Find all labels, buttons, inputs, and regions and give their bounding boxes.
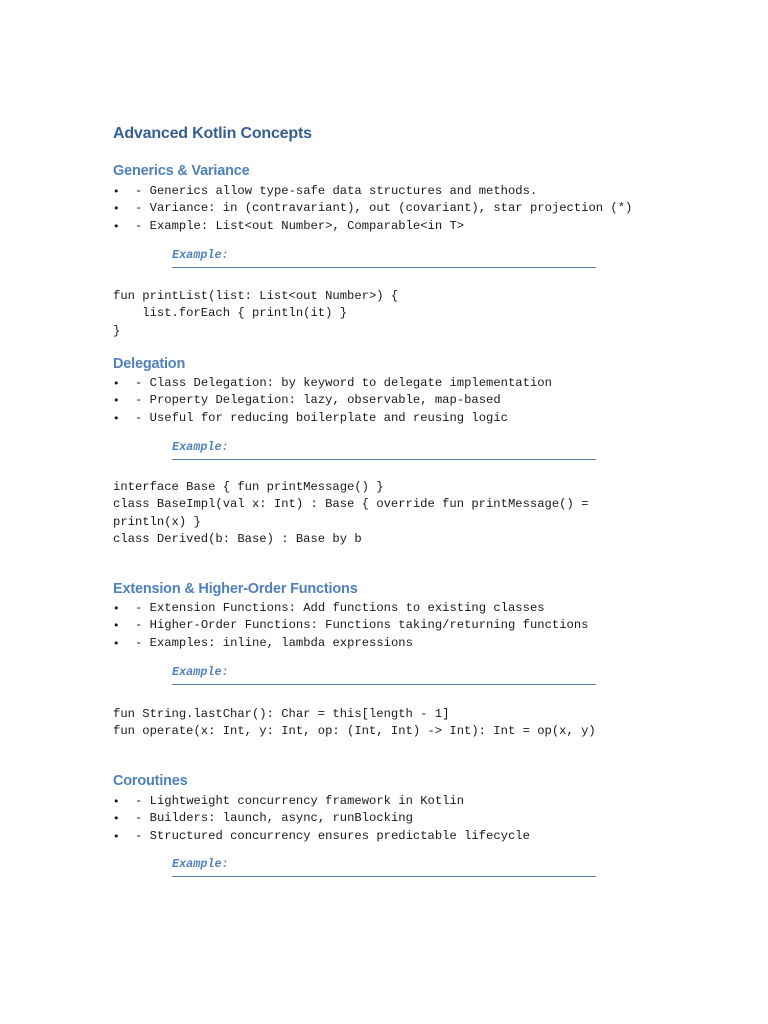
list-item: • - Lightweight concurrency framework in Kotlin bbox=[113, 793, 530, 810]
section-heading-coroutines: Coroutines bbox=[113, 773, 188, 789]
bullet-icon: • bbox=[113, 636, 120, 650]
bullet-list-delegation bbox=[113, 375, 552, 427]
bullet-icon: • bbox=[113, 202, 120, 216]
list-item: • - Extension Functions: Add functions to existing classes bbox=[113, 600, 588, 617]
list-item: • - Example: List<out Number>, Comparable<in T> bbox=[113, 218, 632, 235]
bullet-list-coroutines bbox=[113, 793, 530, 845]
example-label: Example: bbox=[172, 665, 229, 679]
example-label: Example: bbox=[172, 248, 229, 262]
example-label: Example: bbox=[172, 440, 229, 454]
example-header-extension bbox=[172, 665, 596, 685]
list-item: • - Class Delegation: by keyword to delegate implementation bbox=[113, 375, 552, 392]
example-header-coroutines bbox=[172, 857, 596, 877]
list-item: • - Structured concurrency ensures predictable lifecycle bbox=[113, 828, 530, 845]
bullet-list-generics bbox=[113, 183, 632, 235]
example-header-generics bbox=[172, 248, 596, 268]
example-label: Example: bbox=[172, 857, 229, 871]
bullet-icon: • bbox=[113, 812, 120, 826]
bullet-icon: • bbox=[113, 795, 120, 808]
bullet-icon: • bbox=[113, 219, 120, 233]
bullet-icon: • bbox=[113, 394, 120, 408]
section-heading-generics: Generics & Variance bbox=[113, 163, 250, 179]
list-item: • - Useful for reducing boilerplate and reusing logic bbox=[113, 410, 552, 427]
example-header-delegation bbox=[172, 440, 596, 460]
document-title: Advanced Kotlin Concepts bbox=[113, 125, 312, 142]
bullet-icon: • bbox=[113, 411, 120, 425]
bullet-icon: • bbox=[113, 602, 120, 615]
list-item: • - Property Delegation: lazy, observable, map-based bbox=[113, 392, 552, 409]
list-item: • - Builders: launch, async, runBlocking bbox=[113, 810, 530, 827]
code-block-delegation: interface Base { fun printMessage() } class BaseImpl(val x: Int) : Base { override fun printMessage() = println(x) } class Derived(b: Base) : Base by b bbox=[113, 480, 589, 546]
section-heading-extension: Extension & Higher-Order Functions bbox=[113, 581, 358, 597]
list-item: • - Variance: in (contravariant), out (covariant), star projection (*) bbox=[113, 200, 632, 217]
bullet-list-extension bbox=[113, 600, 588, 652]
list-item: • - Examples: inline, lambda expressions bbox=[113, 635, 588, 652]
list-item: • - Generics allow type-safe data structures and methods. bbox=[113, 183, 632, 200]
bullet-icon: • bbox=[113, 185, 120, 198]
section-heading-delegation: Delegation bbox=[113, 356, 186, 372]
code-block-extension: fun String.lastChar(): Char = this[length - 1] fun operate(x: Int, y: Int, op: (Int, Int) -> Int): Int = op(x, y) bbox=[113, 707, 596, 739]
bullet-icon: • bbox=[113, 619, 120, 633]
code-block-generics: fun printList(list: List<out Number>) { list.forEach { println(it) } } bbox=[113, 289, 399, 338]
list-item: • - Higher-Order Functions: Functions taking/returning functions bbox=[113, 617, 588, 634]
bullet-icon: • bbox=[113, 377, 120, 390]
bullet-icon: • bbox=[113, 829, 120, 843]
